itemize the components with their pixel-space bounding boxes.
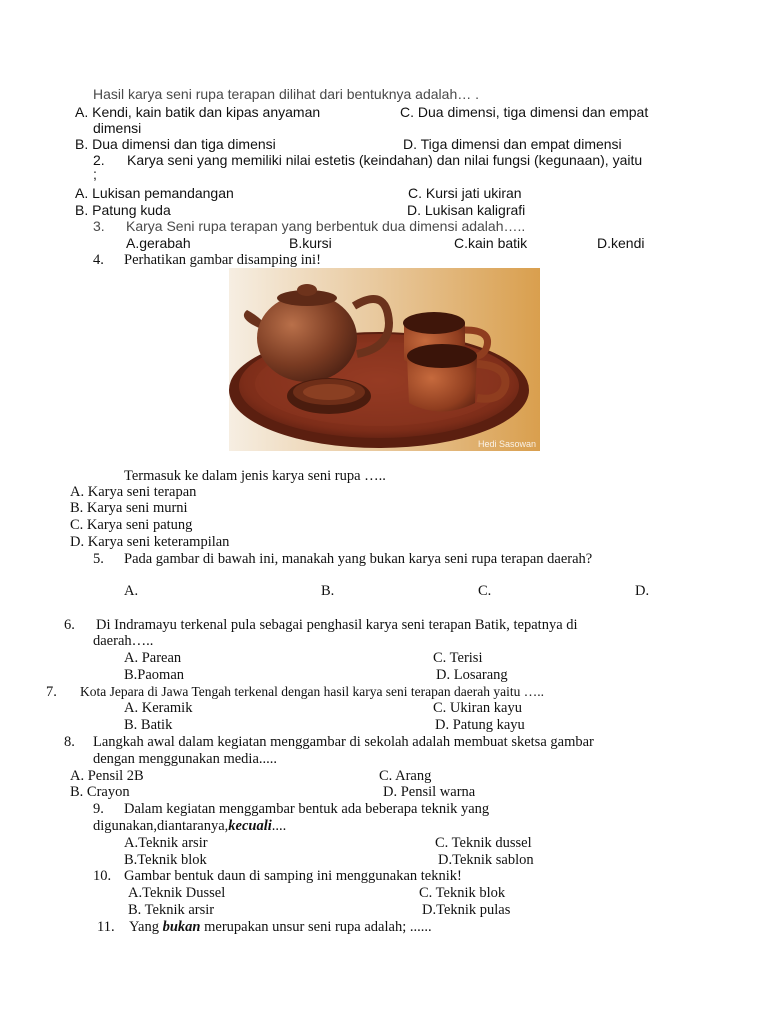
q6-stem: Di Indramayu terkenal pula sebagai penghasil karya seni terapan Batik, tepatnya di [96,617,578,633]
q2-number: 2. [93,152,105,168]
q8-option-a: A. Pensil 2B [70,768,144,784]
q6-option-c: C. Terisi [433,650,483,666]
q10-option-b: B. Teknik arsir [128,902,215,918]
q5-number: 5. [93,551,104,567]
q3-option-a: A.gerabah [126,235,191,251]
q11-stem [129,919,432,935]
q11-stem-post: merupakan unsur seni rupa adalah; ...... [200,919,432,935]
q9-stem: Dalam kegiatan menggambar bentuk ada beberapa teknik yang [124,801,490,817]
q1-option-c: C. Dua dimensi, tiga dimensi dan empat [400,104,649,120]
q3-option-b: B.kursi [289,235,332,251]
q9-option-b: B.Teknik blok [124,852,207,868]
q3-stem: Karya Seni rupa terapan yang berbentuk dua dimensi adalah….. [126,218,526,234]
q10-number: 10. [93,868,112,884]
q11-number: 11. [97,919,115,935]
q2-option-b: B. Patung kuda [75,202,171,218]
q8-stem: Langkah awal dalam kegiatan menggambar di sekolah adalah membuat sketsa gambar [93,734,594,750]
q9-stem-cont [93,818,286,834]
q1-option-d: D. Tiga dimensi dan empat dimensi [403,136,622,152]
q8-option-d: D. Pensil warna [383,784,476,800]
q10-option-a: A.Teknik Dussel [128,885,226,901]
q7-number: 7. [46,684,57,700]
q8-option-c: C. Arang [379,768,432,784]
q2-stem-cont: ; [93,166,97,182]
q4-stem2: Termasuk ke dalam jenis karya seni rupa ….. [124,468,386,484]
q4-number: 4. [93,252,104,268]
q5-option-c: C. [478,583,492,599]
q4-stem: Perhatikan gambar disamping ini! [124,252,321,268]
photo-watermark: Hedi Sasowan [477,439,536,449]
q1-stem: Hasil karya seni rupa terapan dilihat dari bentuknya adalah… . [93,86,480,102]
q6-option-d: D. Losarang [436,667,508,683]
q1-option-a: A. Kendi, kain batik dan kipas anyaman [75,104,321,120]
q10-option-c: C. Teknik blok [419,885,506,901]
q9-option-a: A.Teknik arsir [124,835,208,851]
q5-option-a: A. [124,583,139,599]
q9-emphasis-kecuali: kecuali [228,818,272,834]
q4-option-a: A. Karya seni terapan [70,484,197,500]
q9-number: 9. [93,801,104,817]
q5-option-d: D. [635,583,650,599]
q6-option-a: A. Parean [124,650,182,666]
q4-option-b: B. Karya seni murni [70,500,188,516]
q6-number: 6. [64,617,75,633]
q10-option-d: D.Teknik pulas [422,902,511,918]
q8-stem-cont: dengan menggunakan media..... [93,751,278,767]
q9-option-c: C. Teknik dussel [435,835,532,851]
tea-set-illustration [229,268,540,451]
q7-option-b: B. Batik [124,717,173,733]
q9-stem-cont-pre: digunakan,diantaranya, [93,818,229,834]
q11-stem-pre: Yang [129,919,163,935]
q10-stem: Gambar bentuk daun di samping ini menggunakan teknik! [124,868,462,884]
q7-stem: Kota Jepara di Jawa Tengah terkenal dengan hasil karya seni terapan daerah yaitu ….. [80,684,544,699]
q9-option-d: D.Teknik sablon [438,852,534,868]
q2-option-c: C. Kursi jati ukiran [408,185,522,201]
q5-stem: Pada gambar di bawah ini, manakah yang bukan karya seni rupa terapan daerah? [124,551,593,567]
q1-option-b: B. Dua dimensi dan tiga dimensi [75,136,276,152]
q8-number: 8. [64,734,75,750]
q8-option-b: B. Crayon [70,784,130,800]
q3-option-d: D.kendi [597,235,645,251]
q2-stem: Karya seni yang memiliki nilai estetis (keindahan) dan nilai fungsi (kegunaan), yaitu [127,152,643,168]
q6-option-b: B.Paoman [124,667,185,683]
q11-emphasis-bukan: bukan [162,919,201,935]
q7-option-c: C. Ukiran kayu [433,700,522,716]
q7-option-d: D. Patung kayu [435,717,525,733]
q7-option-a: A. Keramik [124,700,193,716]
q5-option-b: B. [321,583,335,599]
q2-option-a: A. Lukisan pemandangan [75,185,234,201]
q2-option-d: D. Lukisan kaligrafi [407,202,526,218]
q3-option-c: C.kain batik [454,235,528,251]
q3-number: 3. [93,218,105,234]
q9-stem-cont-post: .... [271,818,287,834]
q1-option-c-cont: dimensi [93,120,142,136]
q6-stem-cont: daerah….. [93,633,154,649]
q4-option-d: D. Karya seni keterampilan [70,534,230,550]
q4-option-c: C. Karya seni patung [70,517,193,533]
tea-set-photo [229,268,540,451]
